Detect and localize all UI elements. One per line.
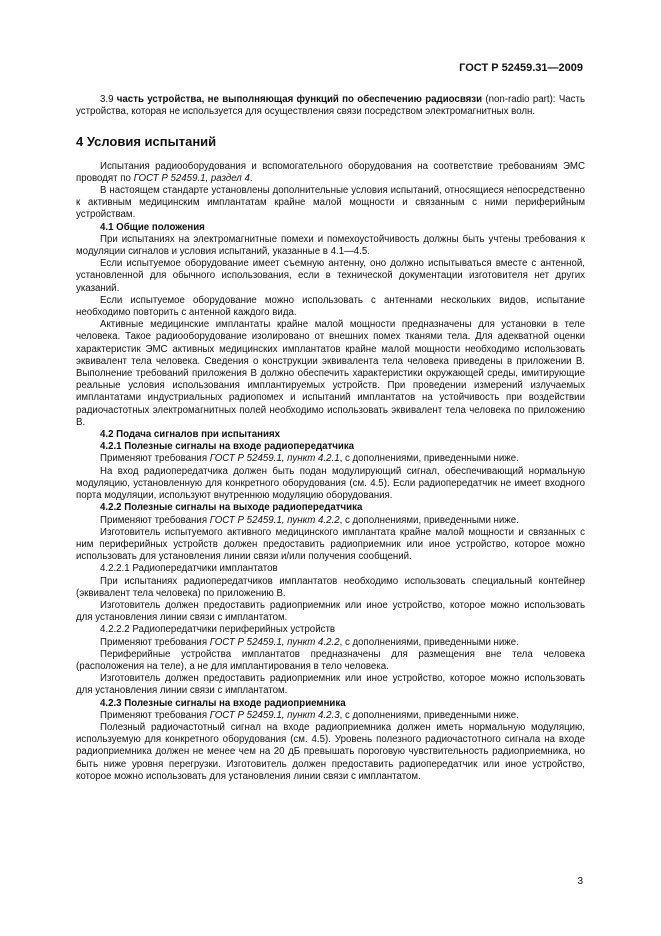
reference: ГОСТ Р 52459.1, раздел 4 <box>133 172 250 184</box>
page-number: 3 <box>577 876 583 887</box>
section-4-2-title: 4.2 Подача сигналов при испытаниях <box>100 429 280 441</box>
definition-number: 3.9 <box>100 94 114 105</box>
paragraph: На вход радиопередатчика должен быть подан модулирующий сигнал, обеспечивающий нормальную модуляцию, установленную для конкретного оборудования (см. 4.5). Если радиопередатчик не имеет входного порта модуляции, используют внутреннюю модуляцию оборудования. <box>76 465 585 502</box>
definition-term: часть устройства, не выполняющая функций по обеспечению радиосвязи <box>116 94 483 105</box>
paragraph: При испытаниях на электромагнитные помехи и помехоустойчивость должны быть учтены требования к модуляции сигналов и условия испытаний, указанные в 4.1—4.5. <box>76 233 585 258</box>
paragraph: В настоящем стандарте установлены дополнительные условия испытаний, относящиеся непосредственно к активным медицинским имплантатам крайне малой мощности и связанным с ними периферийным устройствам. <box>76 185 585 221</box>
section-4-2-2-2-title: 4.2.2.2 Радиопередатчики периферийных устройств <box>100 624 336 636</box>
reference: ГОСТ Р 52459.1, пункт 4.2.2 <box>209 514 340 526</box>
paragraph: Применяют требования ГОСТ Р 52459.1, пункт 4.2.2, с дополнениями, приведенными ниже. <box>100 636 519 648</box>
paragraph: Если испытуемое оборудование можно использовать с антеннами нескольких видов, испытание необходимо повторить с антенной каждого вида. <box>76 294 585 319</box>
definition-3-9 <box>76 94 585 118</box>
paragraph: При испытаниях радиопередатчиков имплантатов необходимо использовать специальный контейнер (эквивалент тела человека) по приложению В. <box>76 575 585 599</box>
section-4-1-title: 4.1 Общие положения <box>100 221 205 233</box>
paragraph: Применяют требования ГОСТ Р 52459.1, пункт 4.2.1, с дополнениями, приведенными ниже. <box>100 453 519 465</box>
paragraph: Применяют требования ГОСТ Р 52459.1, пункт 4.2.3, с дополнениями, приведенными ниже. <box>100 709 519 721</box>
section-4-2-1-title: 4.2.1 Полезные сигналы на входе радиопередатчика <box>100 441 355 453</box>
document-header: ГОСТ Р 52459.31—2009 <box>459 62 583 74</box>
section-4-2-2-1-title: 4.2.2.1 Радиопередатчики имплантатов <box>100 563 278 575</box>
reference: ГОСТ Р 52459.1, пункт 4.2.2 <box>209 636 340 648</box>
paragraph: Если испытуемое оборудование имеет съемную антенну, оно должно испытываться вместе с антенной, установленной для обычного использования, если в технической документации изготовителя нет других указаний. <box>76 258 585 294</box>
reference: ГОСТ Р 52459.1, пункт 4.2.3 <box>209 709 340 721</box>
section-4-2-2-title: 4.2.2 Полезные сигналы на выходе радиопередатчика <box>100 502 363 514</box>
definition-text: (non-radio part): Часть устройства, которая не используется для осуществления связи посредством электромагнитных волн. <box>76 94 585 118</box>
paragraph: Полезный радиочастотный сигнал на входе радиоприемника должен иметь нормальную модуляцию, используемую для конкретного оборудования (см. 4.5). Уровень полезного радиочастотного сигнала на входе радиоприемника должен не менее чем на 20 дБ превышать пороговую чувствительность радиоприемника, но быть ниже уровня перегрузки. Изготовитель должен предоставить радиопередатчик или иное устройство, которое можно использовать для установления линии связи с имплантатом. <box>76 721 585 782</box>
reference: ГОСТ Р 52459.1, пункт 4.2.1 <box>209 453 340 465</box>
document-body <box>76 94 585 783</box>
section-4-2-3-title: 4.2.3 Полезные сигналы на входе радиоприемника <box>100 697 346 709</box>
paragraph: Применяют требования ГОСТ Р 52459.1, пункт 4.2.2, с дополнениями, приведенными ниже. <box>100 514 519 526</box>
paragraph: Испытания радиооборудования и вспомогательного оборудования на соответствие требованиям ЭМС проводят по ГОСТ Р 52459.1, раздел 4. <box>76 160 585 184</box>
paragraph: Изготовитель должен предоставить радиоприемник или иное устройство, которое можно использовать для установления линии связи с имплантатом. <box>76 673 585 697</box>
paragraph: Активные медицинские имплантаты крайне малой мощности предназначены для установки в теле человека. Такое радиооборудование изолировано от внешних помех тканями тела. Для адекватной оценки характеристик ЭМС активных медицинских имплантатов крайне малой мощности необходимо использовать эквивалент тела человека. Сведения о конструкции эквивалента тела человека приведены в приложении В. Выполнение требований приложения В должно обеспечить характеристики окружающей среды, имитирующие реальные условия использования имплантируемых устройств. При проведении измерений излучаемых имплантатами индустриальных радиопомех и испытаний имплантатов на устойчивость при воздействии радиочастотных электромагнитных полей необходимо использовать эквивалент тела человека по приложению В. <box>76 319 585 428</box>
paragraph: Периферийные устройства имплантатов предназначены для размещения вне тела человека (расположения на теле), а не для имплантирования в тело человека. <box>76 648 585 672</box>
section-4-title: 4 Условия испытаний <box>76 134 217 150</box>
paragraph: Изготовитель испытуемого активного медицинского имплантата крайне малой мощности и связанных с ним периферийных устройств должен предоставить радиоприемник или иное устройство, которое можно использовать для установления линии связи и/или получения сообщений. <box>76 526 585 563</box>
paragraph: Изготовитель должен предоставить радиоприемник или иное устройство, которое можно использовать для установления линии связи с имплантатом. <box>76 599 585 624</box>
